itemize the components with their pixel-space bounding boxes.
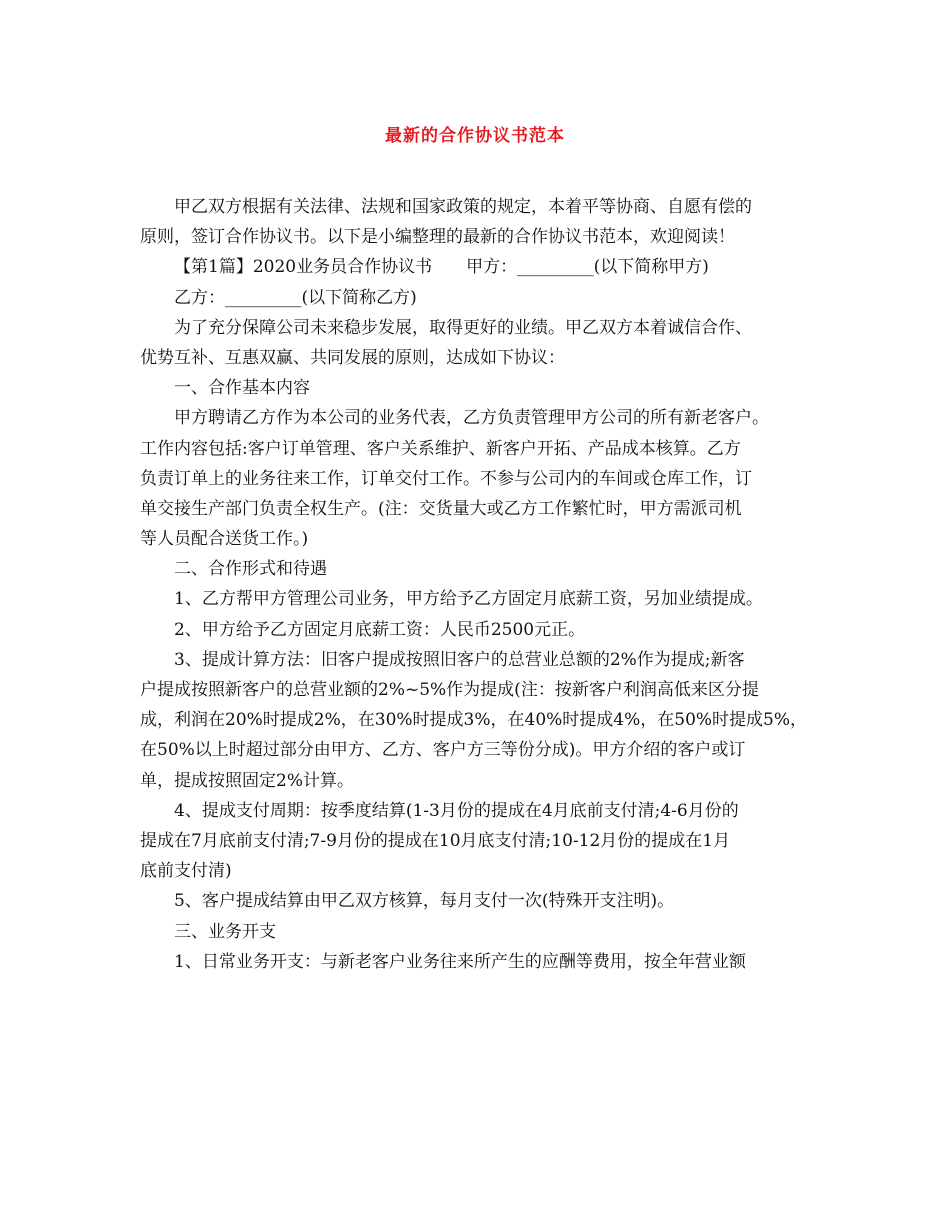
paragraph-line: 甲方聘请乙方作为本公司的业务代表，乙方负责管理甲方公司的所有新老客户。 [174, 408, 769, 429]
paragraph-line: 单，提成按照固定2%计算。 [140, 770, 354, 791]
document-title: 最新的合作协议书范本 [385, 126, 565, 146]
paragraph-line: 甲乙双方根据有关法律、法规和国家政策的规定，本着平等协商、自愿有偿的 [174, 197, 752, 217]
paragraph-line: 【第1篇】2020业务员合作协议书 甲方：_________(以下简称甲方) [174, 257, 709, 278]
paragraph-line: 乙方：_________(以下简称乙方) [174, 287, 417, 308]
section-heading: 一、合作基本内容 [174, 378, 310, 399]
paragraph-line: 户提成按照新客户的总营业额的2%~5%作为提成(注：按新客户利润高低来区分提 [140, 680, 759, 700]
section-heading: 三、业务开支 [174, 921, 276, 942]
paragraph-line: 5、客户提成结算由甲乙双方核算，每月支付一次(特殊开支注明)。 [174, 891, 675, 912]
section-heading: 二、合作形式和待遇 [174, 559, 327, 580]
paragraph-line: 2、甲方给予乙方固定月底薪工资：人民币2500元正。 [174, 619, 586, 640]
paragraph-line: 1、日常业务开支：与新老客户业务往来所产生的应酬等费用，按全年营业额 [174, 951, 746, 972]
paragraph-line: 1、乙方帮甲方管理公司业务，甲方给予乙方固定月底薪工资，另加业绩提成。 [174, 589, 763, 610]
paragraph-line: 成，利润在20%时提成2%，在30%时提成3%，在40%时提成4%，在50%时提成5%， [140, 710, 808, 731]
paragraph-line: 为了充分保障公司未来稳步发展，取得更好的业绩。甲乙双方本着诚信合作、 [174, 317, 752, 338]
paragraph-line: 底前支付清) [140, 861, 232, 882]
paragraph-line: 提成在7月底前支付清;7-9月份的提成在10月底支付清;10-12月份的提成在1月 [140, 830, 731, 851]
paragraph-line: 工作内容包括:客户订单管理、客户关系维护、新客户开拓、产品成本核算。乙方 [140, 438, 741, 459]
document-body [140, 192, 812, 977]
paragraph-line: 单交接生产部门负责全权生产。(注：交货量大或乙方工作繁忙时，甲方需派司机 [140, 498, 742, 519]
paragraph-line: 优势互补、互惠双赢、共同发展的原则，达成如下协议： [140, 347, 565, 368]
paragraph-line: 等人员配合送货工作。) [140, 529, 309, 550]
paragraph-line: 3、提成计算方法：旧客户提成按照旧客户的总营业总额的2%作为提成;新客 [174, 649, 745, 670]
paragraph-line: 4、提成支付周期：按季度结算(1-3月份的提成在4月底前支付清;4-6月份的 [174, 800, 739, 821]
paragraph-line: 在50%以上时超过部分由甲方、乙方、客户方三等份分成)。甲方介绍的客户或订 [140, 740, 746, 761]
paragraph-line: 原则，签订合作协议书。以下是小编整理的最新的合作协议书范本，欢迎阅读！ [140, 227, 735, 248]
paragraph-line: 负责订单上的业务往来工作，订单交付工作。不参与公司内的车间或仓库工作，订 [140, 468, 752, 489]
